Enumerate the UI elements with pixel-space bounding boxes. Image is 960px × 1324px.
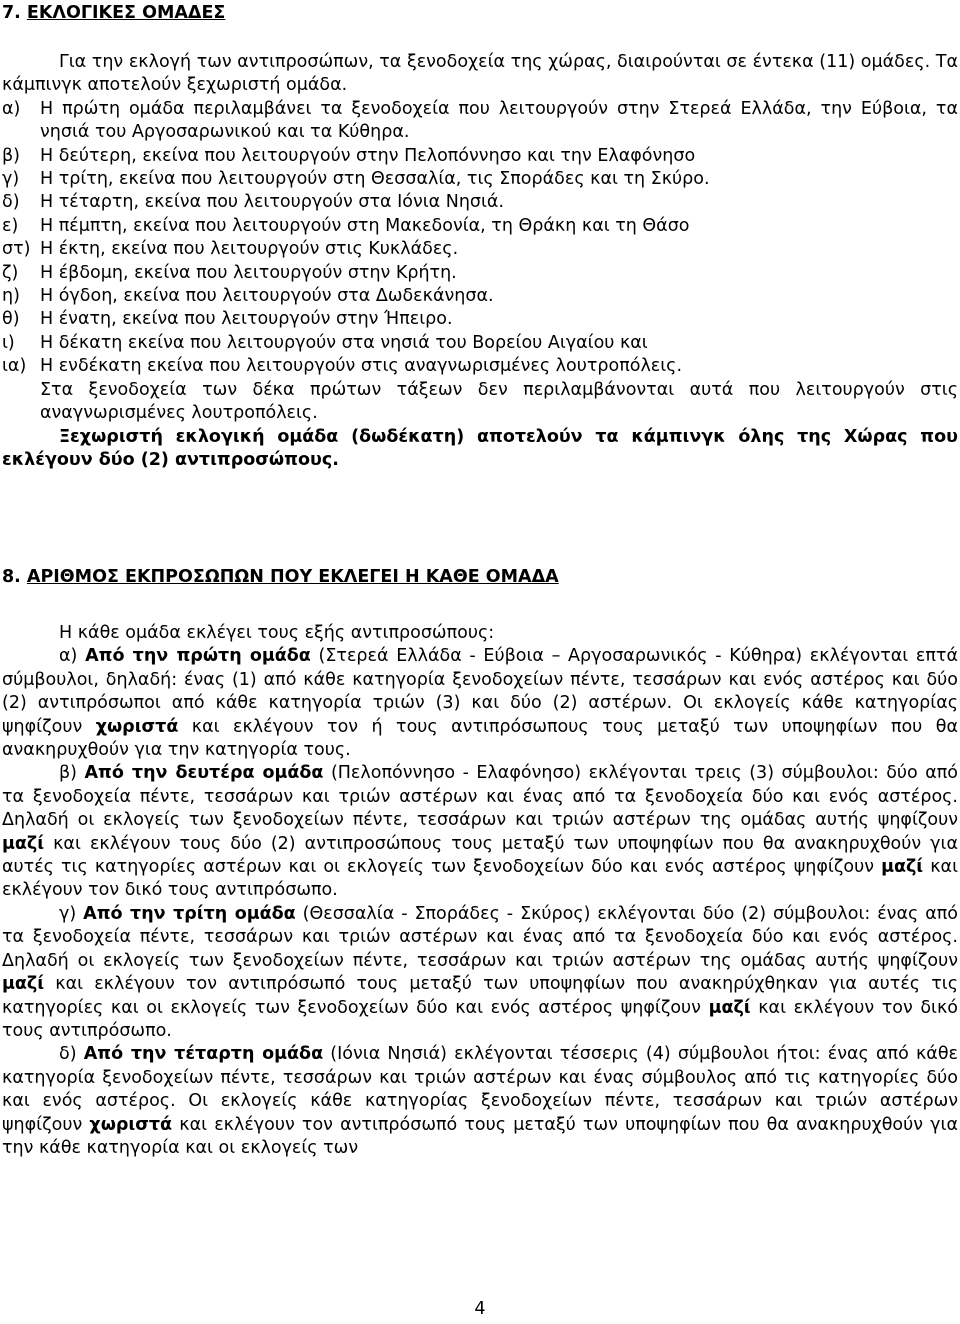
allocation-text: (Ιόνια Νησιά) εκλέγονται τέσσερις (4) σύμβουλοι ήτοι: ένας από κάθε κατηγορία ξενοδοχείων πέντε, τεσσάρων και τριών αστέρων και ένας σύμβουλος από τις κατηγορίες δύο και ενός αστέρος. Οι εκλογείς κάθε κατηγορίας ξενοδοχείων πέντε, τεσσάρων και τριών αστέρων ψηφίζουν [2,1044,958,1135]
group-text: Η ένατη, εκείνα που λειτουργούν στην Ήπειρο. [40,309,453,330]
group-marker: ια) [2,356,27,377]
section-7-number: 7. [2,3,21,23]
allocation-marker: δ) [59,1044,77,1065]
emphasis: μαζί [881,857,924,878]
group-item-6 [2,238,958,261]
section-8-intro: Η κάθε ομάδα εκλέγει τους εξής αντιπροσώπους: [59,623,495,643]
allocation-group-1 [2,645,958,762]
allocation-text: και εκλέγουν τους δύο (2) αντιπροσώπους τους μεταξύ των υποψηφίων που θα ανακηρυχθούν για αυτές τις κατηγορίες αστέρων και οι εκλογείς των ξενοδοχείων δύο και ενός αστέρος ψηφίζουν [2,833,958,878]
section-7-heading [2,2,225,25]
group-item-8 [2,285,958,308]
emphasis: μαζί [2,974,45,995]
lodging-note: Στα ξενοδοχεία των δέκα πρώτων τάξεων δεν περιλαμβάνονται αυτά που λειτουργούν στις αναγνωρισμένες λουτροπόλεις. [40,379,958,424]
allocation-text: και εκλέγουν τον δικό τους αντιπρόσωπο. [2,857,958,901]
group-item-10 [2,332,958,355]
allocation-marker: α) [59,646,78,667]
group-marker: ι) [2,332,15,353]
group-text: Η πρώτη ομάδα περιλαμβάνει τα ξενοδοχεία που λειτουργούν στην Στερεά Ελλάδα, την Εύβοια, τα νησιά του Αργοσαρωνικού και τα Κύθηρα. [40,98,958,143]
emphasis: μαζί [2,833,45,854]
section-7-title: ΕΚΛΟΓΙΚΕΣ ΟΜΑΔΕΣ [26,3,226,23]
group-marker: στ) [2,239,31,260]
allocation-text: (Θεσσαλία - Σποράδες - Σκύρος) εκλέγονται δύο (2) σύμβουλοι: ένας από τα ξενοδοχεία πέντε, τεσσάρων και τριών αστέρων και ένας από τα ξενοδοχεία δύο και ενός αστέρος. Δηλαδή οι εκλογείς των ξενοδοχείων πέντε, τεσσάρων και τριών αστέρων της ομάδας αυτής ψηφίζουν [2,903,959,971]
group-marker: θ) [2,309,20,330]
emphasis: μαζί [708,997,751,1018]
group-item-7 [2,262,958,285]
group-text: Η τέταρτη, εκείνα που λειτουργούν στα Ιόνια Νησιά. [40,192,505,213]
section-7-body [2,51,958,472]
allocation-group-label: Από την δευτέρα ομάδα [84,763,324,784]
group-item-11 [2,355,958,378]
allocation-group-label: Από την τέταρτη ομάδα [83,1044,324,1065]
group-text: Η ενδέκατη εκείνα που λειτουργούν στις αναγνωρισμένες λουτροπόλεις. [40,356,683,377]
group-text: Η πέμπτη, εκείνα που λειτουργούν στη Μακεδονία, τη Θράκη και τη Θάσο [40,215,690,236]
allocation-text: και εκλέγουν τον δικό τους αντιπρόσωπο. [2,997,958,1041]
emphasis: χωριστά [89,1114,173,1135]
allocation-group-label: Από την τρίτη ομάδα [83,903,296,924]
group-item-5 [2,215,958,238]
group-item-1 [2,98,958,145]
group-text: Η όγδοη, εκείνα που λειτουργούν στα Δωδεκάνησα. [40,286,494,307]
group-text: Η έβδομη, εκείνα που λειτουργούν στην Κρήτη. [40,262,457,283]
group-item-9 [2,308,958,331]
allocation-text: και εκλέγουν τον αντιπρόσωπό τους μεταξύ των υποψηφίων που ανακηρύχθηκαν για αυτές τις κατηγορίες και οι εκλογείς των ξενοδοχείων δύο και ενός αστέρος ψηφίζουν [2,974,958,1018]
allocation-group-label: Από την πρώτη ομάδα [85,646,311,667]
page-number: 4 [474,1299,486,1319]
group-marker: ε) [2,215,19,236]
group-marker: η) [2,286,20,307]
section-8-title: ΑΡΙΘΜΟΣ ΕΚΠΡΟΣΩΠΩΝ ΠΟΥ ΕΚΛΕΓΕΙ Η ΚΑΘΕ ΟΜΑΔΑ [26,567,559,587]
section-7-intro: Για την εκλογή των αντιπροσώπων, τα ξενοδοχεία της χώρας, διαιρούνται σε έντεκα (11) ομάδες. Τα κάμπινγκ αποτελούν ξεχωριστή ομάδα. [2,52,958,96]
allocation-group-3 [2,903,958,1043]
section-8-heading [2,566,559,589]
allocation-text: (Στερεά Ελλάδα - Εύβοια – Αργοσαρωνικός - Κύθηρα) εκλέγονται επτά σύμβουλοι, δηλαδή: ένας (1) από κάθε κατηγορία ξενοδοχείων πέντε, τεσσάρων και ενός αστέρος και δύο (2) αντιπρόσωποι από κάθε κατηγορία τριών (3) και δύο (2) αστέρων. Οι εκλογείς κάθε κατηγορίας ψηφίζουν [2,646,958,737]
section-8-number: 8. [2,567,21,587]
group-marker: ζ) [2,262,19,283]
group-marker: β) [2,145,20,166]
section-8-body [2,622,958,1160]
group-text: Η δέκατη εκείνα που λειτουργούν στα νησιά του Βορείου Αιγαίου και [40,332,648,353]
allocation-text: και εκλέγουν τον ή τους αντιπρόσωπους τους μεταξύ των υποψηφίων που θα ανακηρυχθούν για την κατηγορία τους. [2,716,958,761]
group-marker: δ) [2,192,20,213]
allocation-group-2 [2,762,958,902]
allocation-marker: β) [59,763,77,784]
emphasis: χωριστά [95,716,179,737]
allocation-text: και εκλέγουν τον αντιπρόσωπό τους μεταξύ των υποψηφίων που θα ανακηρυχθούν για την κάθε κατηγορία και οι εκλογείς των [2,1114,958,1158]
group-marker: α) [2,98,21,119]
allocation-text: (Πελοπόννησο - Ελαφόνησο) εκλέγονται τρεις (3) σύμβουλοι: δύο από τα ξενοδοχεία πέντε, τεσσάρων και τριών αστέρων και ένας από τα ξενοδοχεία δύο και ενός αστέρος. Δηλαδή οι εκλογείς των ξενοδοχείων πέντε, τεσσάρων και τριών αστέρων της ομάδας αυτής ψηφίζουν [2,763,958,831]
group-text: Η έκτη, εκείνα που λειτουργούν στις Κυκλάδες. [40,239,459,260]
group-item-3 [2,168,958,191]
group-item-4 [2,191,958,214]
group-item-2 [2,145,958,168]
group-text: Η τρίτη, εκείνα που λειτουργούν στη Θεσσαλία, τις Σποράδες και τη Σκύρο. [40,169,710,190]
allocation-marker: γ) [59,903,77,924]
allocation-group-4 [2,1043,958,1160]
group-text: Η δεύτερη, εκείνα που λειτουργούν στην Πελοπόννησο και την Ελαφόνησο [40,145,696,166]
camping-note: Ξεχωριστή εκλογική ομάδα (δωδέκατη) αποτελούν τα κάμπινγκ όλης της Χώρας που εκλέγουν δύο (2) αντιπροσώπους. [2,426,958,470]
group-marker: γ) [2,169,20,190]
